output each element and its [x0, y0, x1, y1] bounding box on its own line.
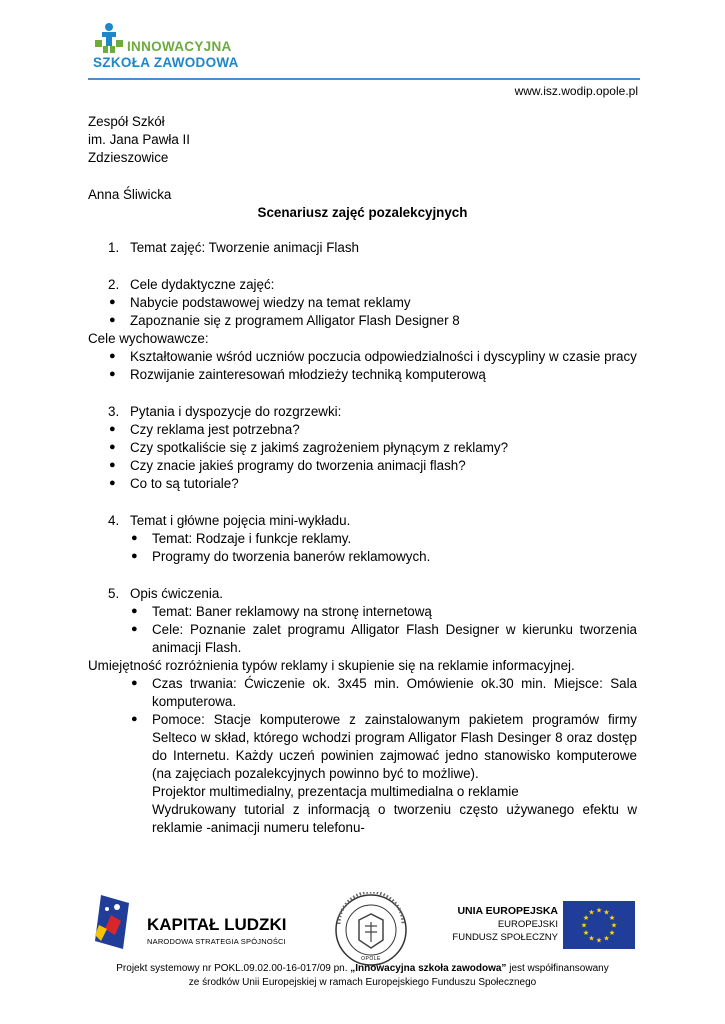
section-2-subheading: Cele wychowawcze:: [88, 331, 209, 346]
logo-subtitle: SZKOŁA ZAWODOWA: [93, 55, 239, 70]
footer-project-line-2: ze środków Unii Europejskiej w ramach Europejskiego Funduszu Społecznego: [188, 977, 537, 988]
footer-project-name: „Innowacyjna szkoła zawodowa”: [350, 963, 507, 974]
seal-logo: [333, 892, 409, 968]
school-line-1: Zespół Szkół: [88, 114, 165, 129]
eu-flag-icon: [563, 901, 635, 949]
section-1-text: Temat zajęć: Tworzenie animacji Flash: [130, 240, 359, 255]
bullet-icon: ●: [109, 350, 116, 362]
header-rule: [88, 78, 640, 80]
list-item: Czy spotkaliście się z jakimś zagrożeniem płynącym z reklamy?: [130, 440, 509, 455]
bullet-icon: ●: [131, 677, 138, 689]
list-item-continuation: Wydrukowany tutorial z informacją o tworzeniu często używanego efektu w reklamie -animacji numeru telefonu-: [152, 802, 637, 835]
kapital-ludzki-title: KAPITAŁ LUDZKI: [147, 915, 287, 934]
list-item: Cele: Poznanie zalet programu Alligator Flash Designer w kierunku tworzenia animacji Flash.: [152, 622, 637, 655]
eu-star-icon: ★: [610, 921, 618, 930]
bullet-icon: ●: [109, 368, 116, 380]
list-item: Co to są tutoriale?: [130, 476, 239, 491]
list-item: Zapoznanie się z programem Alligator Flash Designer 8: [130, 313, 460, 328]
author-name: Anna Śliwicka: [88, 187, 172, 202]
list-item: Czas trwania: Ćwiczenie ok. 3x45 min. Omówienie ok.30 min. Miejsce: Sala komputerowa.: [152, 676, 637, 709]
bullet-icon: ●: [131, 532, 138, 544]
bullet-icon: ●: [131, 605, 138, 617]
list-item: Temat: Rodzaje i funkcje reklamy.: [152, 531, 352, 546]
eu-star-icon: ★: [582, 929, 590, 937]
bullet-icon: ●: [109, 296, 116, 308]
ue-line-2: EUROPEJSKI: [497, 919, 558, 930]
list-item: Temat: Baner reklamowy na stronę internetową: [152, 604, 432, 619]
eu-star-icon: ★: [582, 914, 590, 922]
list-item: Czy znacie jakieś programy do tworzenia animacji flash?: [130, 458, 466, 473]
list-item: Rozwijanie zainteresowań młodzieży techniką komputerową: [130, 367, 486, 382]
bullet-icon: ●: [109, 459, 116, 471]
bullet-icon: ●: [109, 477, 116, 489]
ue-text-block: [440, 904, 558, 948]
school-line-2: im. Jana Pawła II: [88, 132, 190, 147]
document-title: Scenariusz zajęć pozalekcyjnych: [257, 205, 468, 220]
bullet-icon: ●: [131, 623, 138, 635]
header-url[interactable]: www.isz.wodip.opole.pl: [514, 84, 638, 98]
eu-star-icon: ★: [608, 929, 616, 937]
seal-label: OPOLE: [361, 956, 381, 962]
section-3-number: 3.: [108, 404, 120, 419]
school-line-3: Zdzieszowice: [88, 150, 169, 165]
bullet-icon: ●: [109, 314, 116, 326]
list-item: Czy reklama jest potrzebna?: [130, 422, 300, 437]
eu-star-icon: ★: [580, 921, 588, 930]
list-item: Programy do tworzenia banerów reklamowych.: [152, 549, 431, 564]
eu-star-icon: ★: [595, 936, 603, 945]
bullet-icon: ●: [109, 423, 116, 435]
list-item-continuation: Projektor multimedialny, prezentacja multimedialna o reklamie: [152, 784, 519, 799]
header-logo: [93, 22, 253, 78]
section-1-number: 1.: [108, 240, 120, 255]
section-4-text: Temat i główne pojęcia mini-wykładu.: [130, 513, 351, 528]
ue-line-3: FUNDUSZ SPOŁECZNY: [452, 932, 558, 943]
section-5-text: Opis ćwiczenia.: [130, 586, 224, 601]
eu-star-icon: ★: [588, 908, 595, 917]
section-2-number: 2.: [108, 277, 120, 292]
bullet-icon: ●: [131, 713, 138, 725]
section-3-text: Pytania i dyspozycje do rozgrzewki:: [130, 404, 342, 419]
footer-project-pre: Projekt systemowy nr POKL.09.02.00-16-017/09 pn.: [116, 963, 351, 974]
logo-title: INNOWACYJNA: [127, 39, 232, 54]
eu-star-icon: ★: [603, 934, 610, 943]
section-5-number: 5.: [108, 586, 120, 601]
bullet-icon: ●: [109, 441, 116, 453]
bullet-icon: ●: [131, 550, 138, 562]
ue-line-1: UNIA EUROPEJSKA: [457, 905, 558, 917]
eu-star-icon: ★: [603, 908, 610, 917]
section-5-note: Umiejętność rozróżnienia typów reklamy i skupienie się na reklamie informacyjnej.: [88, 658, 575, 673]
kapital-ludzki-subtitle: NARODOWA STRATEGIA SPÓJNOŚCI: [147, 937, 286, 946]
section-4-number: 4.: [108, 513, 120, 528]
eu-star-icon: ★: [588, 934, 595, 943]
footer-project-post: jest współfinansowany: [506, 963, 609, 974]
logo-figure-icon: [93, 22, 125, 54]
kapital-ludzki-emblem-icon: [93, 895, 139, 953]
kapital-ludzki-logo: [93, 895, 303, 955]
list-item: Kształtowanie wśród uczniów poczucia odpowiedzialności i dyscypliny w czasie pracy: [130, 349, 637, 364]
list-item: Pomoce: Stacje komputerowe z zainstalowanym pakietem programów firmy Selteco w skład, którego wchodzi program Alligator Flash Desinger 8 oraz dostęp do Internetu. Każdy uczeń powinien zajmować jedno stanowisko komputerowe (na zajęciach pozalekcyjnych powinno być to możliwe).: [152, 712, 637, 781]
list-item: Nabycie podstawowej wiedzy na temat reklamy: [130, 295, 411, 310]
footer-project-line-1: [0, 962, 725, 976]
eu-star-icon: ★: [595, 906, 603, 915]
section-2-text: Cele dydaktyczne zajęć:: [130, 277, 275, 292]
eu-star-icon: ★: [608, 914, 616, 922]
